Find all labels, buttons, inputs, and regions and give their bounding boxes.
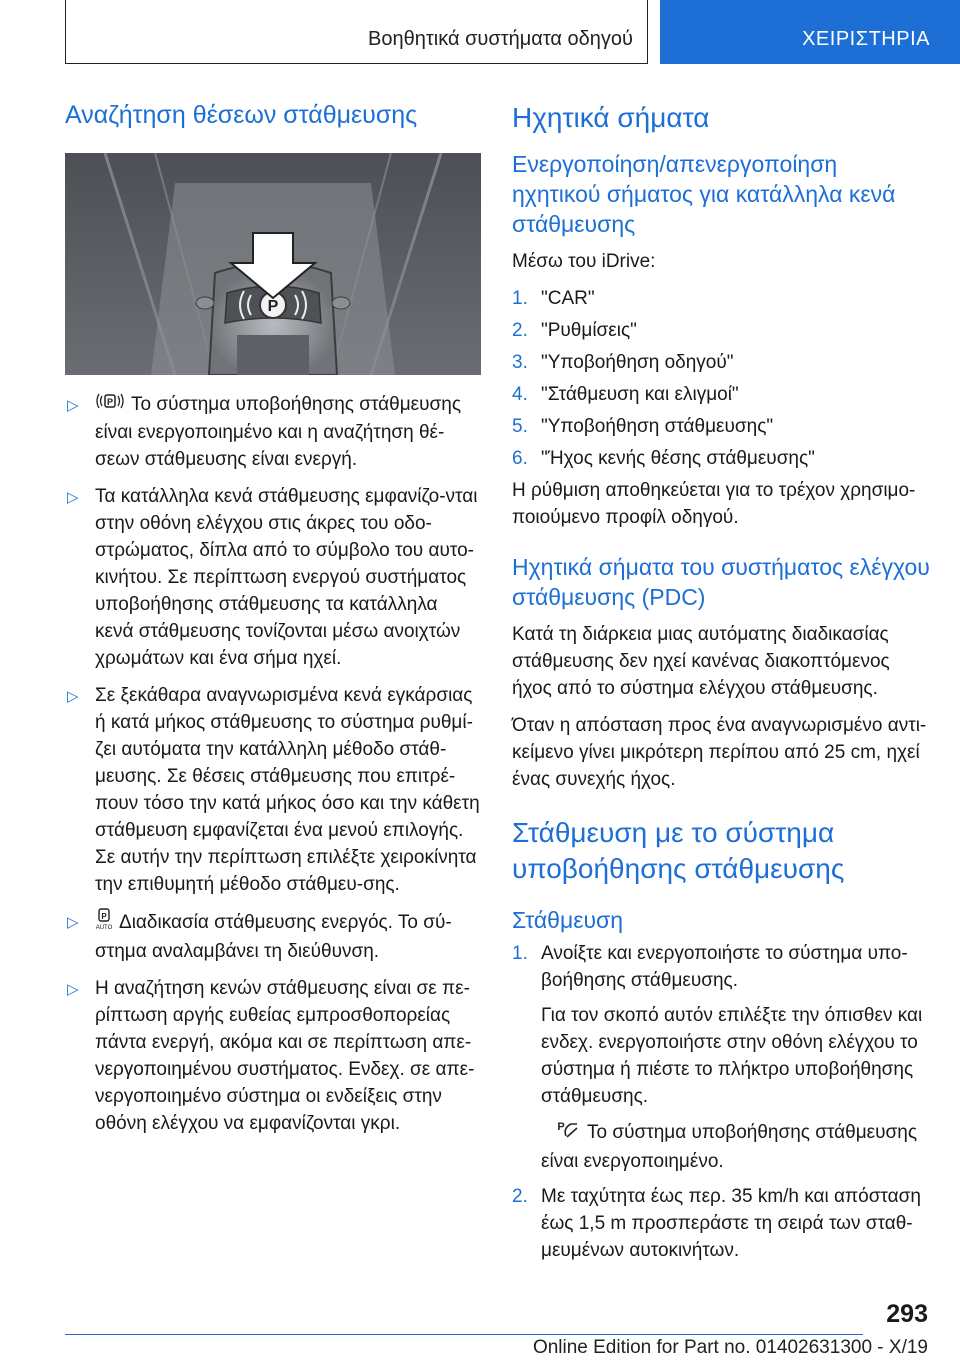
step-number: 1. — [512, 288, 528, 310]
page-number: 293 — [886, 1300, 928, 1328]
header-chapter-box — [660, 0, 960, 64]
list-item — [512, 940, 932, 1175]
footer-divider — [65, 1334, 863, 1335]
svg-text:AUTO: AUTO — [95, 925, 113, 931]
step-text: "Ρυθμίσεις" — [541, 320, 637, 342]
list-item — [512, 381, 932, 408]
bullet-item — [65, 483, 481, 672]
right-column — [512, 100, 932, 1269]
step-text: "Υποβοήθηση οδηγού" — [541, 352, 734, 374]
header-section-title: Βοηθητικά συστήματα οδηγού — [368, 28, 633, 50]
bullet-text: Η αναζήτηση κενών στάθμευσης είναι σε πε-ρίπτωση αργής ευθείας εμπροσθοπορείας πάντα ενεργή, ακόμα και σε περίπτωση απε-νεργοποιημένου συστήματος. Ενδεχ. σε απε-νεργοποιημένο σύστημα οι ενδείξεις στην οθόνη ελέγχου να εμφανίζονται γκρι. — [95, 978, 475, 1135]
parking-search-heading: Αναζήτηση θέσεων στάθμευσης — [65, 101, 418, 129]
list-item — [512, 285, 932, 312]
step-text: Ανοίξτε και ενεργοποιήστε το σύστημα υπο-βοήθησης στάθμευσης. — [541, 942, 908, 991]
svg-text:P: P — [557, 1120, 565, 1133]
parking-subheading: Στάθμευση — [512, 906, 624, 933]
bullet-item — [65, 391, 481, 473]
step-text: "CAR" — [541, 288, 595, 310]
pdc-paragraph-2: Όταν η απόσταση προς ένα αναγνωρισμένο αντι-κείμενο γίνει μικρότερη περίπου από 25 cm, ηχεί ένας συνεχής ήχος. — [512, 714, 927, 790]
header-section-box — [65, 0, 648, 64]
step-number: 6. — [512, 448, 528, 470]
step-note: Για τον σκοπό αυτόν επιλέξτε την όπισθεν και ενδεχ. ενεργοποιήστε στην οθόνη ελέγχου το σύστημα ή πιέστε το πλήκτρο υποβοήθησης στάθμευσης. — [541, 1004, 923, 1107]
step-number: 3. — [512, 352, 528, 374]
bullet-text: Διαδικασία στάθμευσης ενεργός. Το σύ-στημα αναλαμβάνει τη διεύθυνση. — [95, 912, 452, 963]
footer-edition: Online Edition for Part no. 01402631300 - X/19 — [532, 1337, 928, 1358]
pdc-signals-subheading: Ηχητικά σήματα του συστήματος ελέγχου στάθμευσης (PDC) — [512, 554, 930, 610]
list-item — [512, 349, 932, 376]
list-item — [512, 317, 932, 344]
saved-profile-text: Η ρύθμιση αποθηκεύεται για το τρέχον χρησιμο-ποιούμενο προφίλ οδηγού. — [512, 480, 916, 529]
list-item — [512, 413, 932, 440]
idrive-steps-list — [512, 285, 932, 472]
via-idrive-text: Μέσω του iDrive: — [512, 251, 656, 273]
step-number: 5. — [512, 416, 528, 438]
triangle-bullet-icon: ▷ — [67, 914, 79, 932]
bullet-text: Τα κατάλληλα κενά στάθμευσης εμφανίζο-νται στην οθόνη ελέγχου στις άκρες του οδο-στρώματος, δίπλα από το σύμβολο του αυτο-κινήτου. Σε περίπτωση ενεργού συστήματος υποβοήθησης στάθμευσης τα κατάλληλα κενά στάθμευσης τονίζονται μέσω ανοιχτών χρωμάτων και ένα σήμα ηχεί. — [95, 486, 478, 670]
step-number: 1. — [512, 942, 528, 964]
bullet-item — [65, 682, 481, 898]
triangle-bullet-icon: ▷ — [67, 981, 79, 999]
bullet-text: Το σύστημα υποβοήθησης στάθμευσης είναι ενεργοποιημένο και η αναζήτηση θέ-σεων στάθμευσης είναι ενεργή. — [95, 394, 461, 471]
step-number: 2. — [512, 320, 528, 342]
parking-sound-icon — [95, 391, 125, 419]
pdc-paragraph-1: Κατά τη διάρκεια μιας αυτόματης διαδικασίας στάθμευσης δεν ηχεί κανένας διακοπτόμενος ήχος από το σύστημα ελέγχου στάθμευσης. — [512, 623, 890, 699]
list-item — [512, 1183, 932, 1264]
triangle-bullet-icon: ▷ — [67, 489, 79, 507]
step-number: 2. — [512, 1185, 528, 1207]
svg-text:P: P — [106, 397, 114, 408]
step-icon-text: Το σύστημα υποβοήθησης στάθμευσης είναι ενεργοποιημένο. — [541, 1121, 917, 1172]
left-column — [65, 100, 481, 1147]
activate-signal-subheading: Ενεργοποίηση/απενεργοποίηση ηχητικού σήματος για κατάλληλα κενά στάθμευσης — [512, 151, 896, 238]
parking-assistant-heading: Στάθμευση με το σύστημα υποβοήθησης στάθμευσης — [512, 816, 845, 885]
step-icon-note — [541, 1118, 932, 1175]
list-item — [512, 445, 932, 472]
header-chapter-title: ΧΕΙΡΙΣΤΗΡΙΑ — [802, 28, 930, 50]
step-text: "Ήχος κενής θέσης στάθμευσης" — [541, 448, 815, 470]
bullet-text: Σε ξεκάθαρα αναγνωρισμένα κενά εγκάρσιας ή κατά μήκος στάθμευσης το σύστημα ρυθμί-ζει αυτόματα την κατάλληλη μέθοδο στάθ-μευσης. Σε θέσεις στάθμευσης που επιτρέ-πουν τόσο την κατά μήκος όσο και την κάθετη στάθμευση εμφανίζεται ένα μενού επιλογής. Σε αυτήν την περίπτωση επιλέξτε χειροκίνητα την επιθυμητή μέθοδο στάθμευ-σης. — [95, 685, 480, 896]
parking-search-figure — [65, 153, 481, 375]
step-number: 4. — [512, 384, 528, 406]
step-text: Με ταχύτητα έως περ. 35 km/h και απόσταση έως 1,5 m προσπεράστε τη σειρά των σταθ-μευμένων αυτοκινήτων. — [541, 1185, 921, 1261]
step-text: "Υποβοήθηση στάθμευσης" — [541, 416, 774, 438]
step-text: "Στάθμευση και ελιγμοί" — [541, 384, 739, 406]
bullet-item — [65, 908, 481, 965]
auto-steering-icon — [95, 908, 113, 938]
car-parking-illustration — [65, 153, 481, 375]
figure-p-label: P — [267, 298, 279, 316]
parking-steps-list — [512, 940, 932, 1264]
parking-assistant-icon — [555, 1118, 581, 1148]
parking-search-bullets — [65, 391, 481, 1137]
triangle-bullet-icon: ▷ — [67, 688, 79, 706]
acoustic-signals-heading: Ηχητικά σήματα — [512, 102, 710, 133]
svg-text:P: P — [101, 912, 107, 922]
triangle-bullet-icon: ▷ — [67, 397, 79, 415]
bullet-item — [65, 975, 481, 1137]
